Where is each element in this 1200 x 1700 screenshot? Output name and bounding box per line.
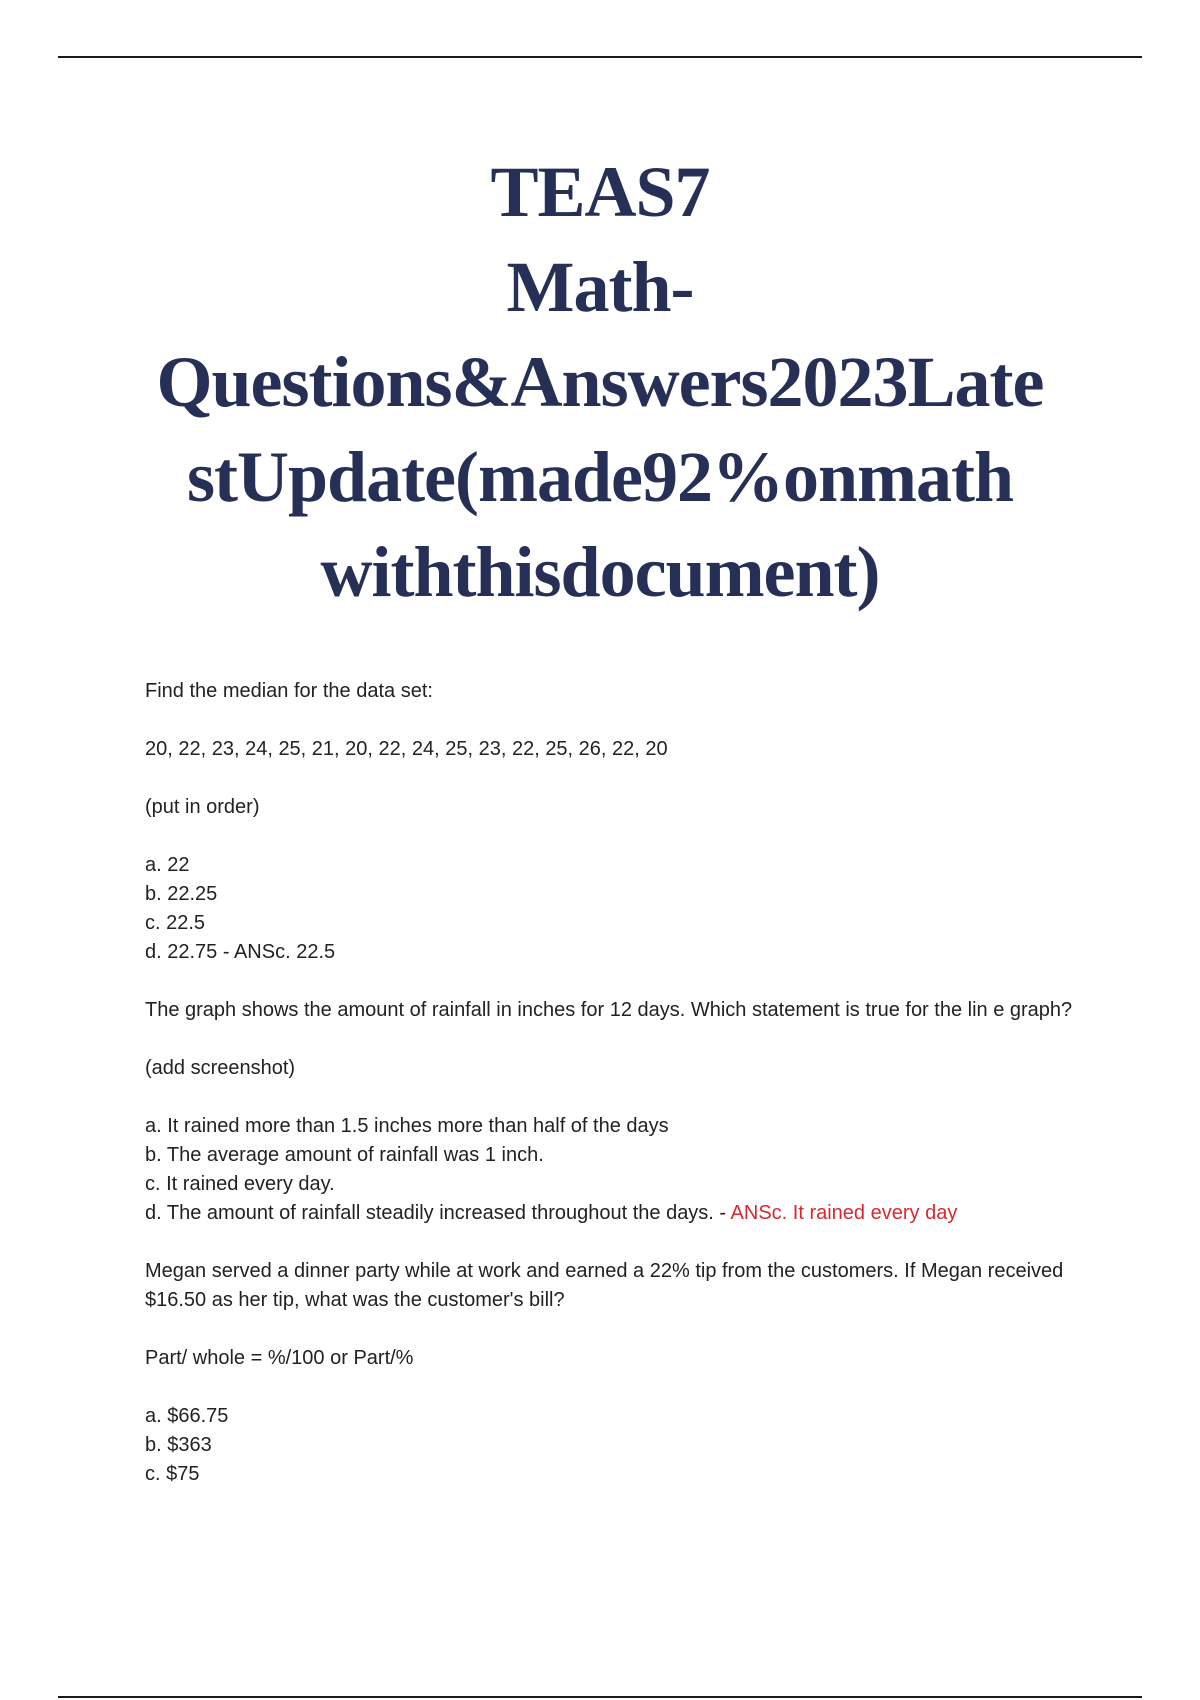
question-2-option-d (145, 1199, 1075, 1228)
title-line-5: withthisdocument) (320, 532, 880, 612)
question-1-option-b: b. 22.25 (145, 883, 218, 905)
question-2-option-d-text: d. The amount of rainfall steadily increased throughout the days. - (145, 1202, 731, 1224)
title-line-3: Questions&Answers2023Late (156, 342, 1044, 422)
question-1-data: 20, 22, 23, 24, 25, 21, 20, 22, 24, 25, 23, 22, 25, 26, 22, 20 (145, 738, 668, 760)
title-line-2: Math- (506, 247, 694, 327)
question-1-prompt: Find the median for the data set: (145, 680, 433, 702)
document-body (145, 677, 1075, 1489)
question-3-option-b: b. $363 (145, 1434, 212, 1456)
question-3-prompt: Megan served a dinner party while at work and earned a 22% tip from the customers. If Megan received $16.50 as her tip, what was the customer's bill? (145, 1260, 1064, 1311)
question-1-option-d: d. 22.75 - ANSc. 22.5 (145, 941, 336, 963)
question-3-note: Part/ whole = %/100 or Part/% (145, 1347, 414, 1369)
question-2-note: (add screenshot) (145, 1057, 296, 1079)
question-2-option-c: c. It rained every day. (145, 1173, 335, 1195)
title-line-4: stUpdate(made92%onmath (186, 437, 1013, 517)
question-1-option-c: c. 22.5 (145, 912, 206, 934)
question-1-option-a: a. 22 (145, 854, 190, 876)
question-3-option-c: c. $75 (145, 1463, 200, 1485)
document-title (110, 145, 1090, 620)
question-2-prompt: The graph shows the amount of rainfall in inches for 12 days. Which statement is true for the lin e graph? (145, 999, 1073, 1021)
question-1-note: (put in order) (145, 796, 260, 818)
title-line-1: TEAS7 (490, 152, 710, 232)
question-3-option-a: a. $66.75 (145, 1405, 229, 1427)
question-2-option-b: b. The average amount of rainfall was 1 inch. (145, 1144, 544, 1166)
top-rule (58, 56, 1142, 58)
bottom-rule (58, 1696, 1142, 1698)
question-2-answer: ANSc. It rained every day (730, 1202, 958, 1224)
question-2-option-a: a. It rained more than 1.5 inches more than half of the days (145, 1115, 669, 1137)
